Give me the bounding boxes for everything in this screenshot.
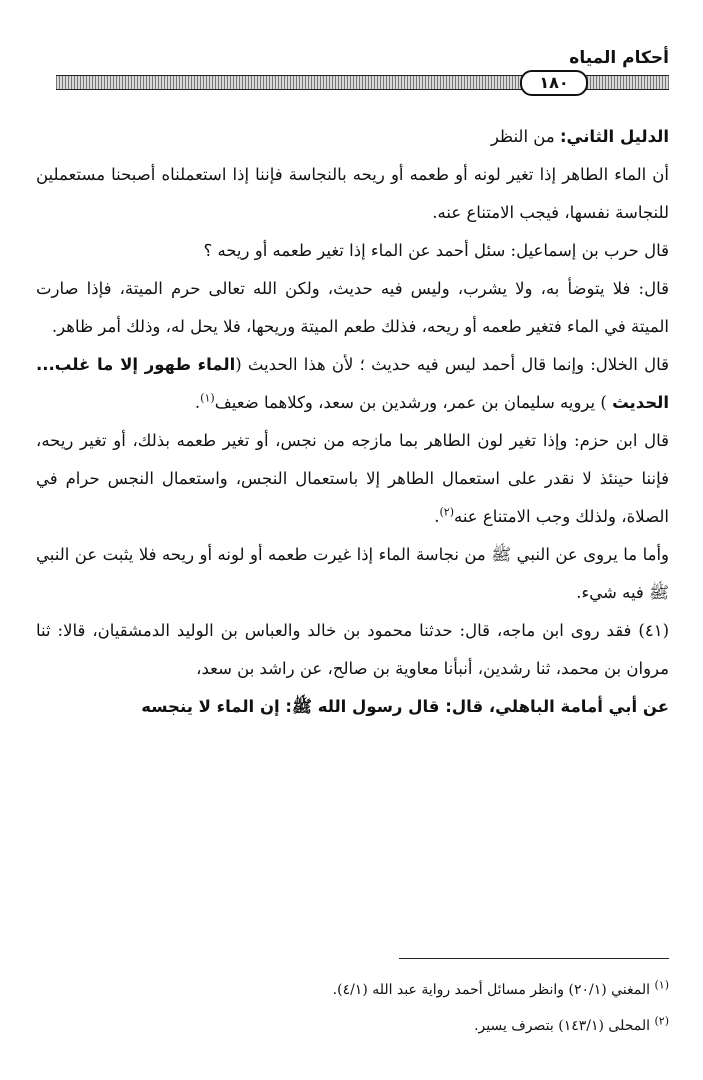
footnote-2-mark: (٢) xyxy=(654,1014,669,1028)
main-text xyxy=(36,118,669,726)
running-title: أحكام المياه xyxy=(569,48,669,68)
hadith-quote: الماء طهور إلا ما غلب... الحديث xyxy=(36,355,669,412)
footnote-divider xyxy=(399,958,669,959)
footnotes xyxy=(60,972,669,1044)
heading-rest: من النظر xyxy=(490,127,555,146)
paragraph-4-rest: ) يرويه سليمان بن عمر، ورشدين بن سعد، وكلاهما ضعيف xyxy=(214,393,607,412)
paragraph-5 xyxy=(36,422,669,536)
paragraph-4 xyxy=(36,346,669,422)
paragraph-7: (٤١) فقد روى ابن ماجه، قال: حدثنا محمود بن خالد والعباس بن الوليد الدمشقيان، قالا: ثنا مروان بن محمد، ثنا رشدين، أنبأنا معاوية بن صالح، عن راشد بن سعد، xyxy=(36,621,669,678)
page-number: ١٨٠ xyxy=(520,70,588,96)
footnote-ref-1: (١) xyxy=(200,391,215,405)
footnote-1 xyxy=(60,972,669,1008)
footnote-1-text: المغني (٢٠/١) وانظر مسائل أحمد رواية عبد الله (٤/١). xyxy=(332,982,651,998)
paragraph-6: وأما ما يروى عن النبي ﷺ من نجاسة الماء إذا غيرت طعمه أو لونه أو ريحه فلا يثبت عن النبي ﷺ فيه شيء. xyxy=(36,545,669,602)
paragraph-5-text: قال ابن حزم: وإذا تغير لون الطاهر بما مازجه من نجس، أو تغير طعمه بذلك، أو تغير ريحه، فإننا حينئذ لا نقدر على استعمال الطاهر إلا باستعمال النجس، واستعمال النجس حرام في الصلاة، ولذلك وجب الامتناع عنه xyxy=(36,431,669,526)
paragraph-3: قال: فلا يتوضأ به، ولا يشرب، وليس فيه حديث، ولكن الله تعالى حرم الميتة، فإذا صارت الميتة في الماء فتغير طعمه أو ريحه، فذلك طعم الميتة وريحها، فلا يحل له، وذلك أمر ظاهر. xyxy=(36,279,669,336)
footnote-2 xyxy=(60,1008,669,1044)
paragraph-1: أن الماء الطاهر إذا تغير لونه أو طعمه أو ريحه بالنجاسة فإننا إذا استعملناه أصبحنا مستعملين للنجاسة نفسها، فيجب الامتناع عنه. xyxy=(36,165,669,222)
footnote-1-mark: (١) xyxy=(654,978,669,992)
paragraph-4-start: قال الخلال: وإنما قال أحمد ليس فيه حديث ؛ لأن هذا الحديث ( xyxy=(235,355,669,374)
section-heading xyxy=(36,118,669,156)
footnote-2-text: المحلى (١٤٣/١) بتصرف يسير. xyxy=(474,1018,651,1034)
paragraph-5-end: . xyxy=(434,507,440,526)
paragraph-8: عن أبي أمامة الباهلي، قال: قال رسول الله ﷺ: إن الماء لا ينجسه xyxy=(141,697,669,716)
paragraph-2: قال حرب بن إسماعيل: سئل أحمد عن الماء إذا تغير طعمه أو ريحه ؟ xyxy=(203,241,669,260)
heading-label: الدليل الثاني: xyxy=(559,127,669,146)
paragraph-4-end: . xyxy=(194,393,201,412)
footnote-ref-2: (٢) xyxy=(439,505,454,519)
